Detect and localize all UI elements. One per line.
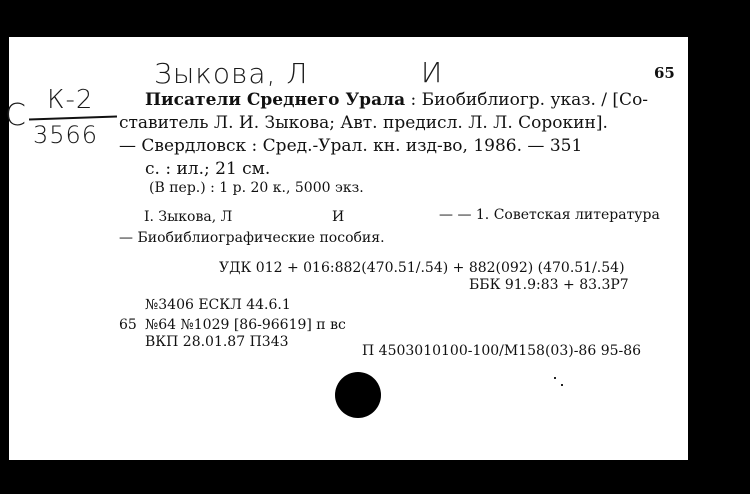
- call-number-rule: [29, 115, 117, 120]
- handwritten-call-bottom: 3566: [33, 121, 99, 149]
- footer-line-3: ВКП 28.01.87 П343: [145, 334, 289, 350]
- tracing-line-2: — Биобиблиографические пособия.: [119, 230, 385, 246]
- footer-code: П 4503010100-100/М158(03)-86 95-86: [362, 343, 642, 359]
- entry-line-3: — Свердловск : Сред.-Урал. кн. изд-во, 1986. — 351: [119, 136, 583, 156]
- speck: [554, 377, 556, 379]
- punch-hole: [335, 372, 381, 418]
- entry-line-2: ставитель Л. И. Зыкова; Авт. предисл. Л. Л. Сорокин].: [119, 113, 608, 133]
- card-number: 65: [654, 64, 675, 82]
- handwritten-author: Зыкова, Л: [154, 57, 309, 90]
- speck: [561, 384, 563, 386]
- entry-title: Писатели Среднего Урала: [145, 90, 406, 110]
- footer-line-1: №3406 ЕСКЛ 44.6.1: [145, 297, 291, 313]
- handwritten-call-top: К-2: [47, 85, 94, 115]
- footer-number: 65: [119, 317, 137, 333]
- footer-line-2: №64 №1029 [86-96619] п вс: [145, 317, 346, 333]
- tracing-initial: И: [332, 209, 345, 225]
- handwritten-call-letter: С: [5, 98, 27, 133]
- tracing-right: — — 1. Советская литература: [439, 207, 660, 223]
- udk-index: УДК 012 + 016:882(470.51/.54) + 882(092) (470.51/.54): [219, 260, 625, 276]
- entry-line-1: [145, 92, 648, 109]
- entry-line-5: (В пер.) : 1 р. 20 к., 5000 экз.: [149, 180, 364, 196]
- handwritten-initial: И: [421, 56, 444, 89]
- entry-line-4: с. : ил.; 21 см.: [145, 159, 271, 179]
- bbk-index: ББК 91.9:83 + 83.3Р7: [469, 277, 629, 293]
- entry-title-rest: : Биобиблиогр. указ. / [Со-: [410, 90, 649, 110]
- tracing-left: I. Зыкова, Л: [144, 209, 233, 225]
